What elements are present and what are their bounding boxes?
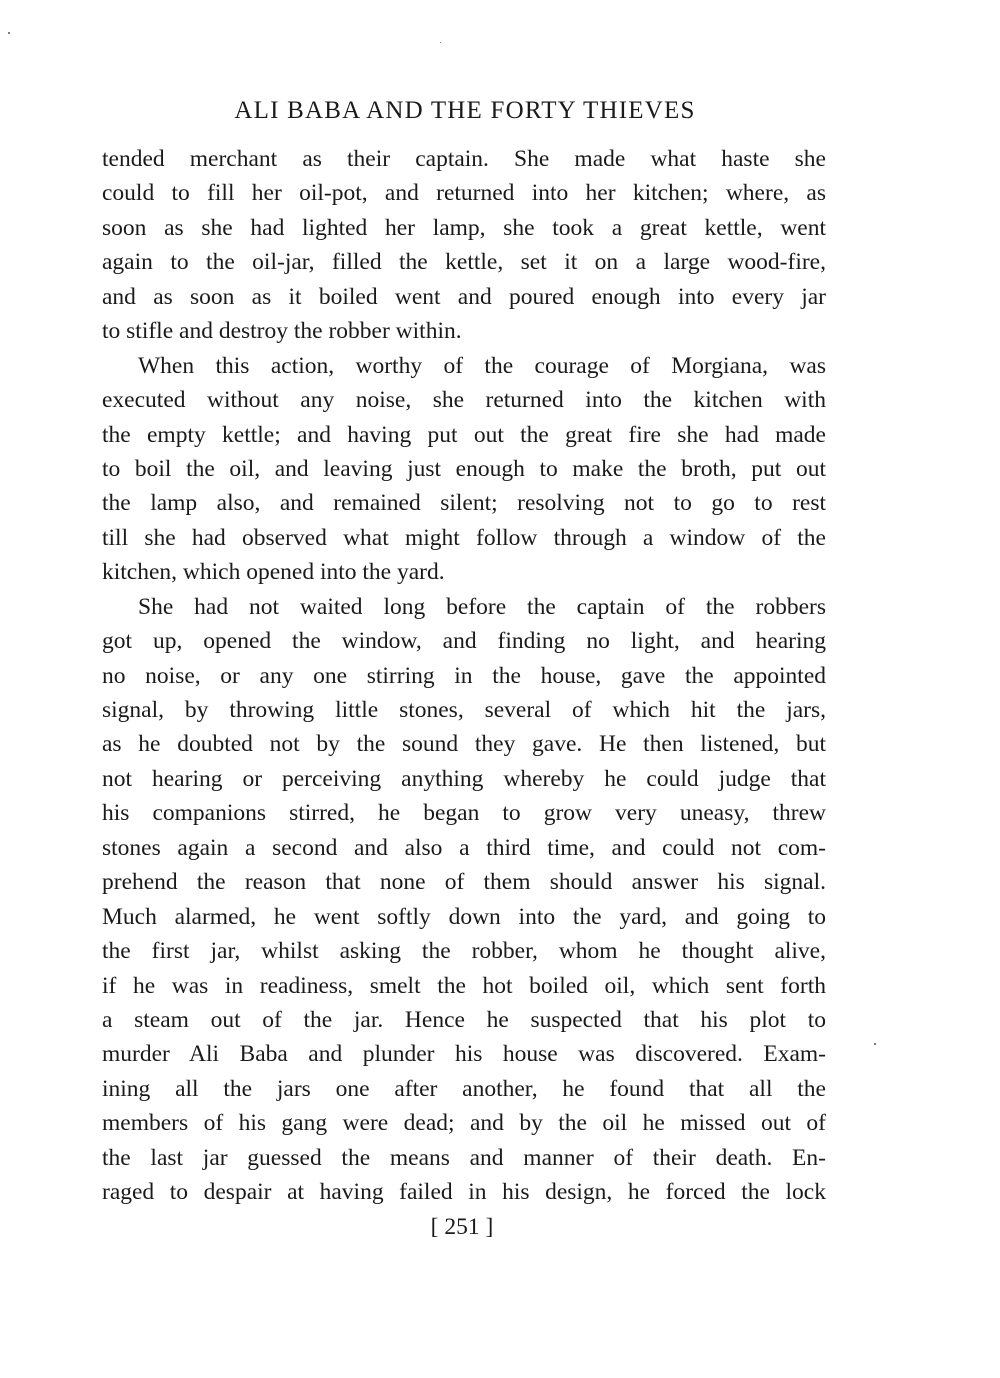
- paragraph-1: [102, 142, 826, 349]
- text-line: soon as she had lighted her lamp, she took a great kettle, went: [102, 214, 826, 241]
- text-line: as he doubted not by the sound they gave. He then listened, but: [102, 731, 826, 758]
- text-line: prehend the reason that none of them should answer his signal.: [102, 869, 826, 896]
- text-line: no noise, or any one stirring in the house, gave the appointed: [102, 662, 826, 689]
- paragraph-3: [102, 590, 826, 1210]
- text-line: till she had observed what might follow through a window of the: [102, 524, 826, 551]
- text-line: raged to despair at having failed in his design, he forced the lock: [102, 1179, 826, 1206]
- text-line: the last jar guessed the means and manner of their death. En-: [102, 1144, 826, 1171]
- scan-speck: [440, 42, 441, 43]
- text-line: the first jar, whilst asking the robber, whom he thought alive,: [102, 938, 826, 965]
- text-line: again to the oil-jar, filled the kettle, set it on a large wood-fire,: [102, 249, 826, 276]
- page-number: [ 251 ]: [430, 1214, 494, 1240]
- scan-speck: [874, 1043, 876, 1045]
- text-line: if he was in readiness, smelt the hot boiled oil, which sent forth: [102, 972, 826, 999]
- text-line: his companions stirred, he began to grow very uneasy, threw: [102, 800, 826, 827]
- text-line: and as soon as it boiled went and poured enough into every jar: [102, 283, 826, 310]
- body-text: [102, 142, 826, 1210]
- text-line: members of his gang were dead; and by the oil he missed out of: [102, 1110, 826, 1137]
- text-line: kitchen, which opened into the yard.: [102, 559, 445, 586]
- text-line: When this action, worthy of the courage of Morgiana, was: [138, 352, 826, 379]
- text-line: could to fill her oil-pot, and returned into her kitchen; where, as: [102, 180, 826, 207]
- text-line: executed without any noise, she returned into the kitchen with: [102, 387, 826, 414]
- text-line: not hearing or perceiving anything whereby he could judge that: [102, 765, 826, 792]
- paragraph-2: [102, 349, 826, 590]
- text-line: to boil the oil, and leaving just enough to make the broth, put out: [102, 455, 826, 482]
- text-line: the empty kettle; and having put out the great fire she had made: [102, 421, 826, 448]
- text-line: a steam out of the jar. Hence he suspected that his plot to: [102, 1006, 826, 1033]
- running-head-title: ALI BABA AND THE FORTY THIEVES: [234, 97, 696, 124]
- text-line: stones again a second and also a third time, and could not com-: [102, 834, 826, 861]
- text-line: murder Ali Baba and plunder his house was discovered. Exam-: [102, 1041, 826, 1068]
- text-line: tended merchant as their captain. She made what haste she: [102, 146, 826, 172]
- text-line: She had not waited long before the captain of the robbers: [138, 593, 826, 620]
- text-line: ining all the jars one after another, he found that all the: [102, 1075, 826, 1102]
- scan-speck: [8, 32, 10, 34]
- text-line: the lamp also, and remained silent; resolving not to go to rest: [102, 490, 826, 517]
- text-line: got up, opened the window, and finding no light, and hearing: [102, 628, 826, 655]
- text-line: Much alarmed, he went softly down into the yard, and going to: [102, 903, 826, 930]
- text-line: to stifle and destroy the robber within.: [102, 318, 462, 345]
- text-line: signal, by throwing little stones, several of which hit the jars,: [102, 697, 826, 723]
